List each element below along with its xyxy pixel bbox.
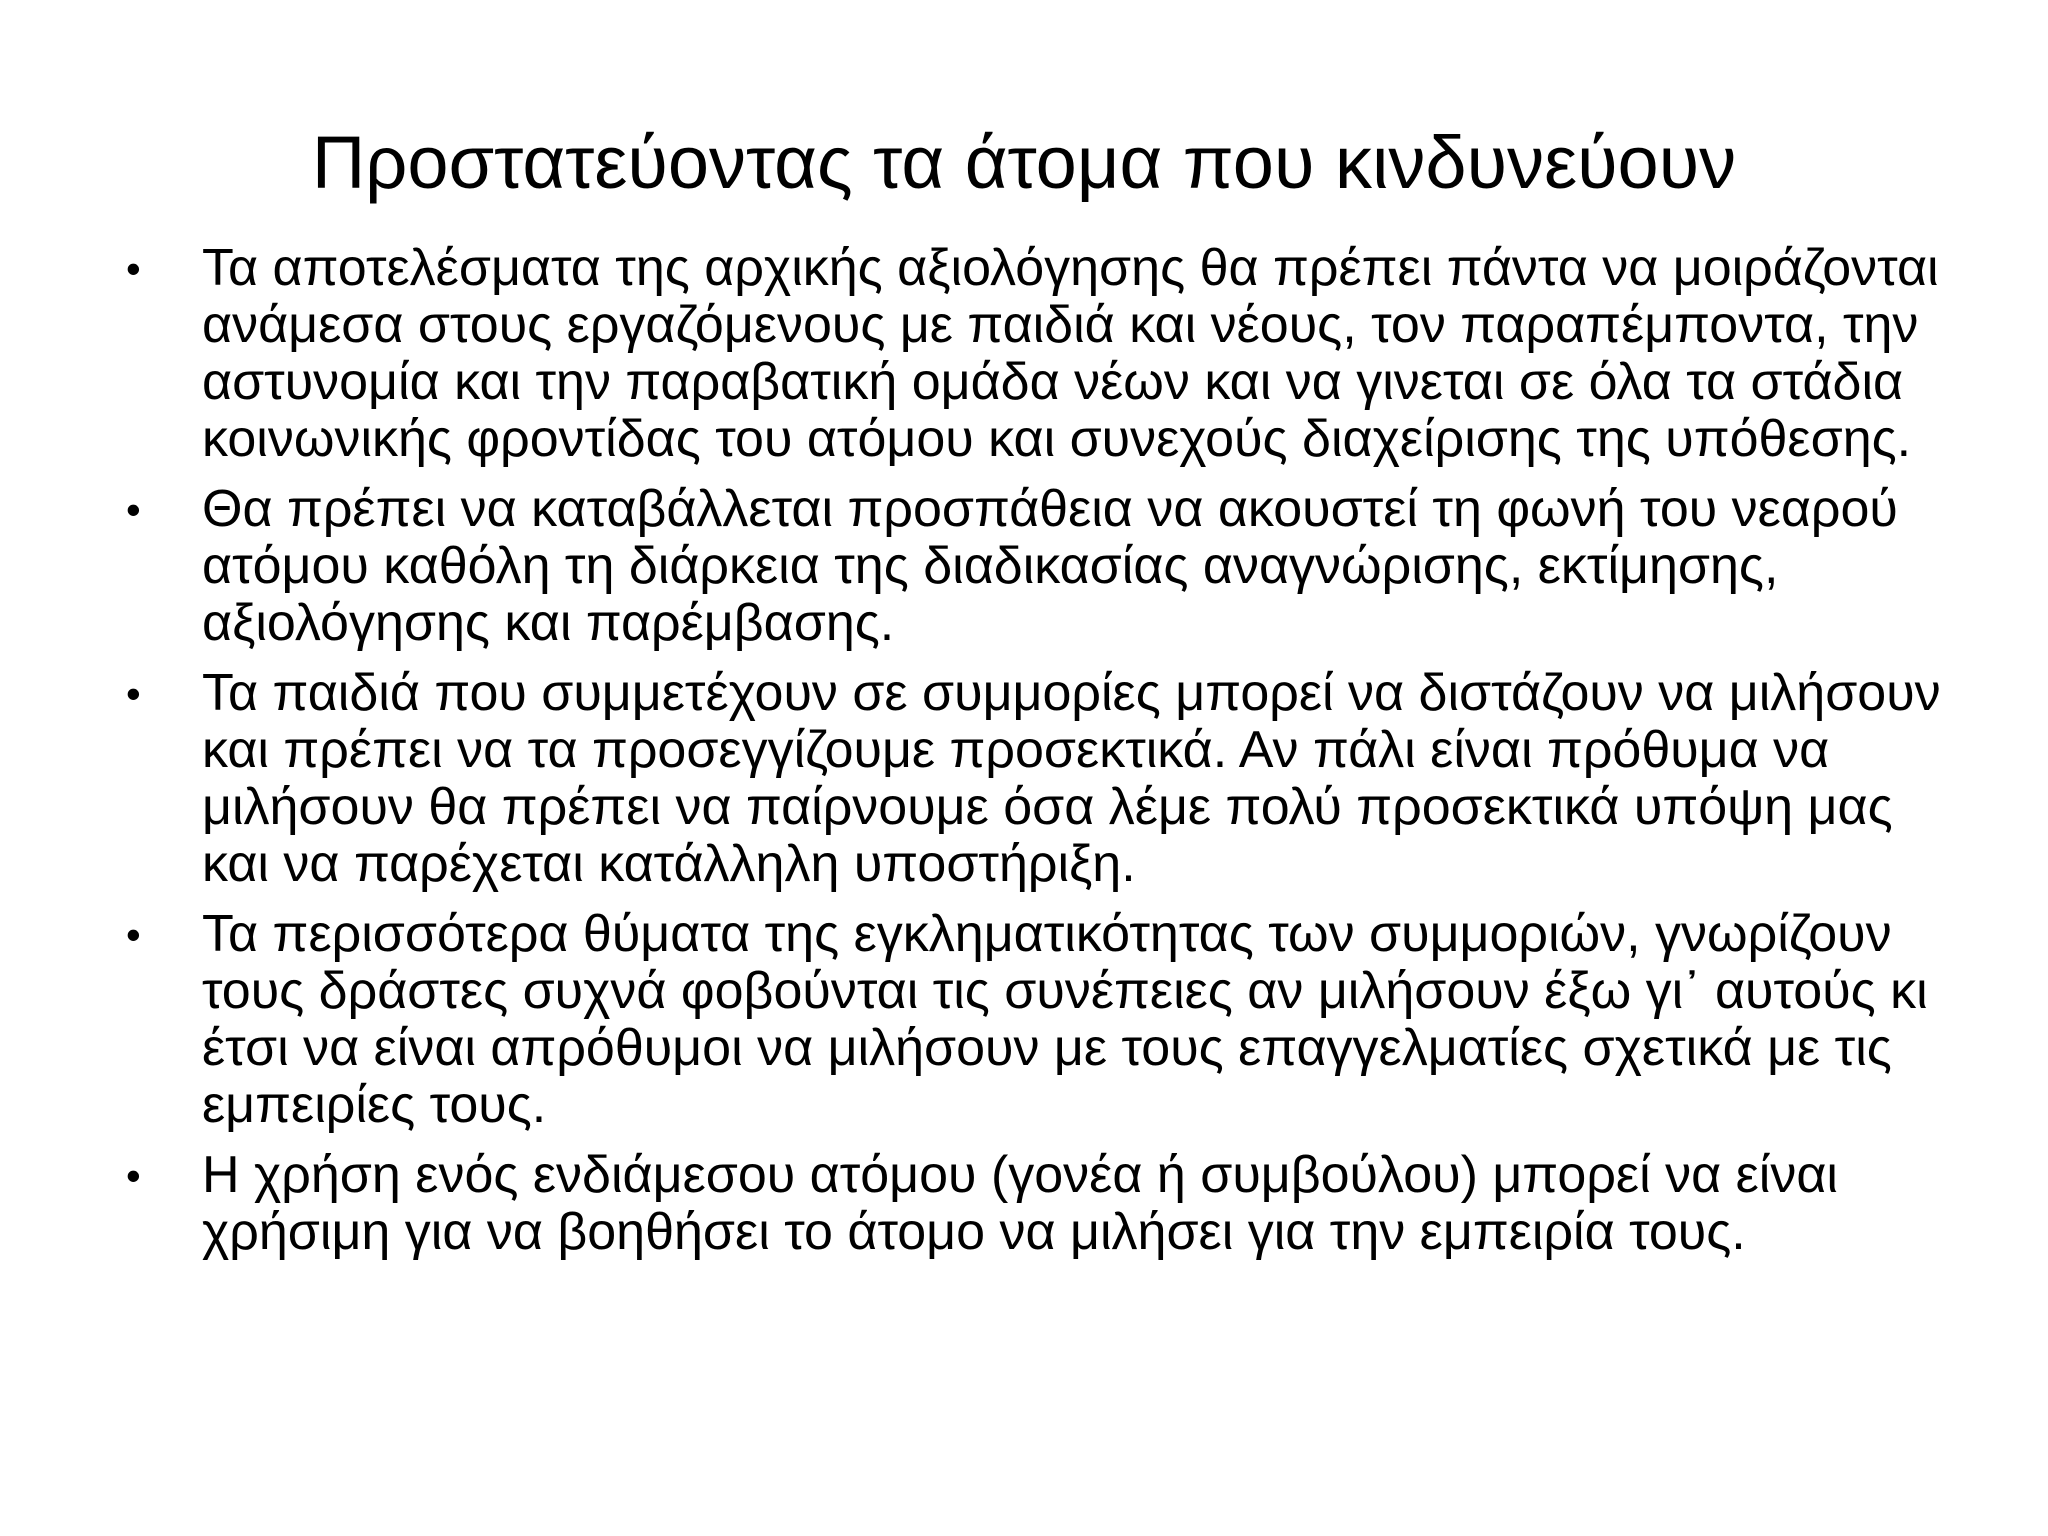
- bullet-item: [120, 906, 1950, 1134]
- bullet-text: Τα παιδιά που συμμετέχουν σε συμμορίες μπορεί να διστάζουν να μιλήσουν και πρέπει να τα προσεγγίζουμε προσεκτικά. Αν πάλι είναι πρόθυμα να μιλήσουν θα πρέπει να παίρνουμε όσα λέμε πολύ προσεκτικά υπόψη μας και να παρέχεται κατάλληλη υποστήριξη.: [202, 664, 1941, 893]
- bullet-text: Τα περισσότερα θύματα της εγκληματικότητας των συμμοριών, γνωρίζουν τους δράστες συχνά φοβούνται τις συνέπειες αν μιλήσουν έξω γι᾽ αυτούς κι έτσι να είναι απρόθυμοι να μιλήσουν με τους επαγγελματίες σχετικά με τις εμπειρίες τους.: [202, 905, 1928, 1134]
- bullet-text: Θα πρέπει να καταβάλλεται προσπάθεια να ακουστεί τη φωνή του νεαρού ατόμου καθόλη τη διάρκεια της διαδικασίας αναγνώρισης, εκτίμησης, αξιολόγησης και παρέμβασης.: [202, 480, 1898, 652]
- slide-title: Προστατεύοντας τα άτομα που κινδυνεύουν: [311, 121, 1737, 204]
- bullet-marker: •: [126, 245, 141, 292]
- bullet-item: [120, 665, 1950, 893]
- bullet-marker: •: [126, 911, 141, 958]
- bullet-marker: •: [126, 486, 141, 533]
- bullet-list: [120, 240, 1950, 1274]
- bullet-item: [120, 1147, 1950, 1261]
- bullet-marker: •: [126, 670, 141, 717]
- bullet-item: [120, 481, 1950, 652]
- bullet-marker: •: [126, 1152, 141, 1199]
- bullet-item: [120, 240, 1950, 468]
- bullet-text: Η χρήση ενός ενδιάμεσου ατόμου (γονέα ή συμβούλου) μπορεί να είναι χρήσιμη για να βοηθήσει το άτομο να μιλήσει για την εμπειρία τους.: [202, 1146, 1838, 1261]
- bullet-text: Τα αποτελέσματα της αρχικής αξιολόγησης θα πρέπει πάντα να μοιράζονται ανάμεσα στους εργαζόμενους με παιδιά και νέους, τον παραπέμποντα, την αστυνομία και την παραβατική ομάδα νέων και να γινεται σε όλα τα στάδια κοινωνικής φροντίδας του ατόμου και συνεχούς διαχείρισης της υπόθεσης.: [202, 239, 1939, 468]
